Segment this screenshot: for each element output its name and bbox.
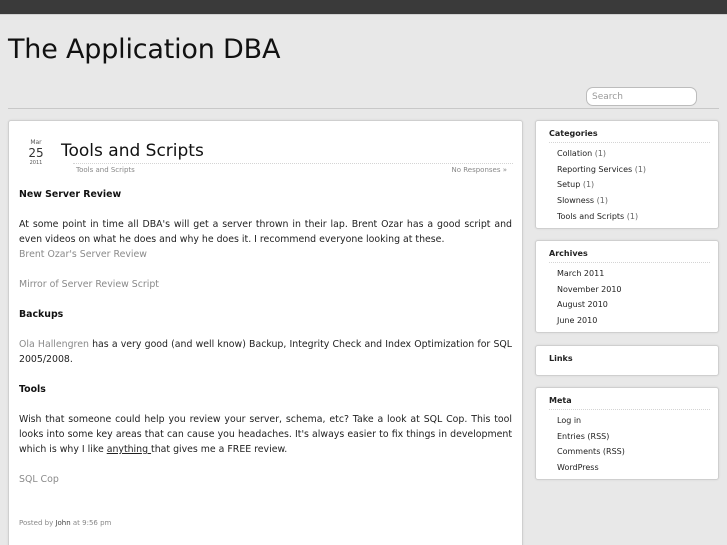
spacer xyxy=(19,322,512,337)
post-responses-link[interactable]: No Responses » xyxy=(451,166,507,174)
spacer xyxy=(19,292,512,307)
categories-title: Categories xyxy=(549,129,710,143)
post-date xyxy=(23,139,49,166)
meta-widget xyxy=(535,387,719,480)
page xyxy=(0,14,727,545)
category-label[interactable]: Reporting Services xyxy=(557,164,633,174)
header-divider xyxy=(8,108,719,109)
section-heading-review: New Server Review xyxy=(19,189,122,200)
post-meta xyxy=(73,163,513,176)
category-count: (1) xyxy=(626,211,639,221)
tools-text-underlined: anything xyxy=(106,444,152,455)
spacer xyxy=(19,457,512,472)
site-title[interactable]: The Application DBA xyxy=(8,34,281,65)
categories-widget xyxy=(535,120,719,229)
tools-text-1: Wish that someone could help you review your server, schema, etc? Take a look at SQL Cop. This tool looks into some key areas that can cause you headaches. It's always easier to fix things in development which is why I like xyxy=(19,414,512,455)
spacer xyxy=(19,262,512,277)
category-count: (1) xyxy=(594,149,607,158)
meta-login-link[interactable]: Log in xyxy=(557,416,582,425)
category-count: (1) xyxy=(582,180,595,190)
meta-title: Meta xyxy=(549,396,710,410)
post xyxy=(8,120,523,545)
post-title[interactable]: Tools and Scripts xyxy=(61,141,204,161)
post-category-link[interactable]: Tools and Scripts xyxy=(76,166,135,174)
posted-time: at 9:56 pm xyxy=(70,519,112,527)
spacer xyxy=(19,202,512,217)
category-count: (1) xyxy=(634,164,647,174)
archives-title: Archives xyxy=(549,249,710,263)
section-heading-backups: Backups xyxy=(19,309,64,320)
ola-hallengren-link[interactable]: Ola Hallengren xyxy=(19,339,89,350)
links-widget xyxy=(535,345,719,376)
meta-entries-rss-link[interactable]: Entries (RSS) xyxy=(557,431,610,441)
backups-text: has a very good (and well know) Backup, Integrity Check and Index Optimization for SQL 2005/2008. xyxy=(19,339,512,365)
section-heading-tools: Tools xyxy=(19,384,46,395)
spacer xyxy=(19,367,512,382)
archives-list xyxy=(557,266,718,329)
category-label[interactable]: Collation xyxy=(557,149,593,158)
categories-list xyxy=(557,146,718,225)
links-title: Links xyxy=(549,354,573,363)
post-date-year: 2011 xyxy=(29,160,43,166)
archive-item[interactable]: March 2011 xyxy=(557,269,605,278)
review-paragraph: At some point in time all DBA's will get a server thrown in their lap. Brent Ozar has a good script and even videos on what he does and why he does it. I recommend everyone looking at these. xyxy=(19,219,512,245)
post-date-month: Mar xyxy=(30,139,42,146)
category-count: (1) xyxy=(596,196,608,206)
search-input[interactable] xyxy=(586,87,697,106)
archive-item[interactable]: November 2010 xyxy=(557,284,622,294)
top-bar xyxy=(0,0,727,14)
category-label[interactable]: Tools and Scripts xyxy=(557,211,625,221)
category-label[interactable]: Setup xyxy=(557,180,581,190)
archives-widget xyxy=(535,240,719,333)
post-date-day: 25 xyxy=(28,146,44,160)
meta-wordpress-link[interactable]: WordPress xyxy=(557,463,599,473)
archive-item[interactable]: August 2010 xyxy=(557,300,608,310)
sql-cop-link[interactable]: SQL Cop xyxy=(19,474,59,485)
category-item[interactable] xyxy=(557,209,718,225)
backups-paragraph xyxy=(19,337,512,367)
category-item[interactable] xyxy=(557,193,718,209)
posted-by-prefix: Posted by xyxy=(19,519,56,527)
meta-list xyxy=(557,413,718,476)
meta-comments-rss-link[interactable]: Comments (RSS) xyxy=(557,447,625,457)
brent-ozar-link[interactable]: Brent Ozar's Server Review xyxy=(19,249,147,260)
category-item[interactable] xyxy=(557,162,718,178)
post-content xyxy=(19,187,512,487)
archive-item[interactable]: June 2010 xyxy=(557,316,598,326)
post-footer xyxy=(19,519,111,527)
author-link[interactable]: John xyxy=(55,519,71,527)
tools-text-2: that gives me a FREE review. xyxy=(151,444,288,455)
category-item[interactable] xyxy=(557,177,718,193)
mirror-script-link[interactable]: Mirror of Server Review Script xyxy=(19,279,159,290)
spacer xyxy=(19,397,512,412)
category-label[interactable]: Slowness xyxy=(557,196,595,206)
category-item[interactable] xyxy=(557,146,718,162)
tools-paragraph xyxy=(19,412,512,457)
